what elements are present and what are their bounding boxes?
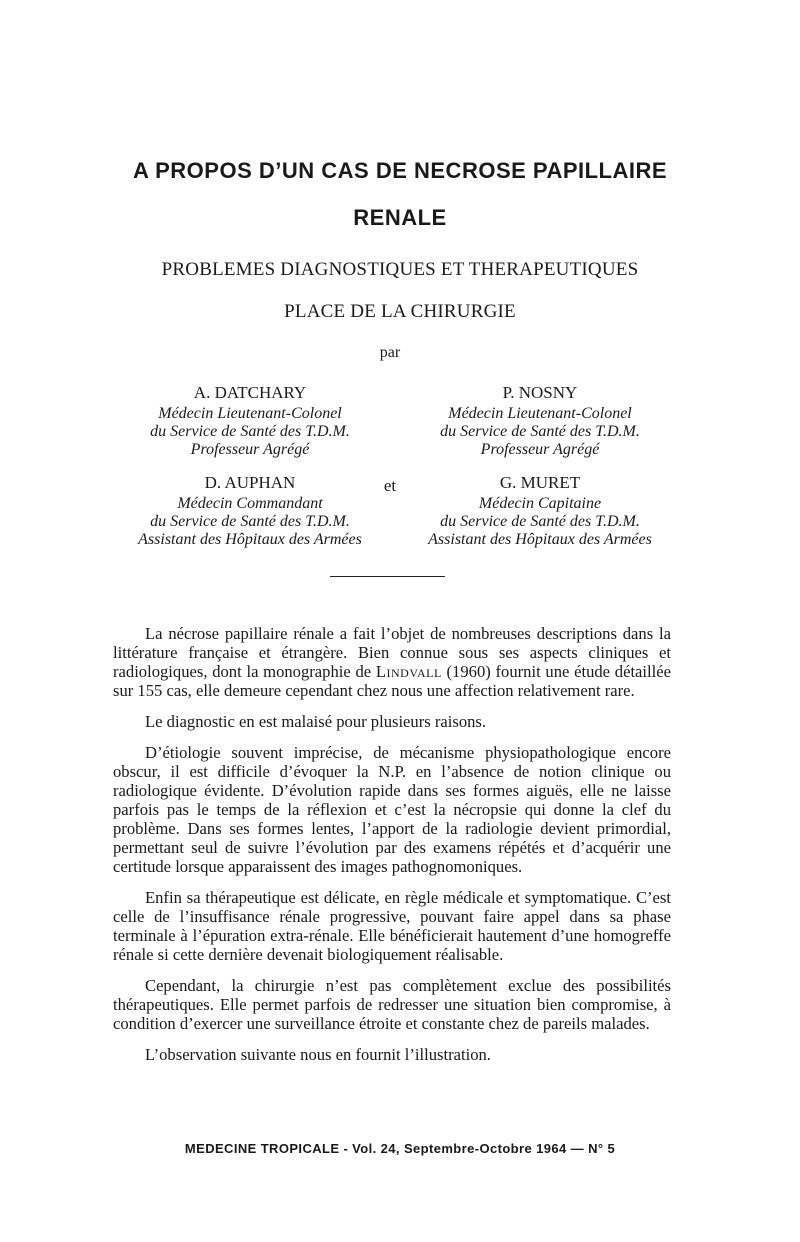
author-rank: Médecin Capitaine	[478, 495, 602, 512]
author-block-muret	[390, 474, 690, 549]
author-title: Professeur Agrégé	[190, 441, 310, 458]
article-title-line-1: A PROPOS D’UN CAS DE NECROSE PAPILLAIRE	[132, 158, 668, 183]
author-conjunction: et	[383, 476, 397, 495]
article-title-line-2: RENALE	[353, 205, 447, 230]
paragraph-text: (1960) fournit une étude détaillée sur 155 cas, elle demeure cependant chez nous une affection relativement rare.	[113, 662, 671, 700]
article-body	[113, 624, 671, 1076]
author-name: P. NOSNY	[502, 383, 578, 402]
article-subtitle-line-2: PLACE DE LA CHIRURGIE	[284, 301, 516, 322]
body-paragraph-1	[113, 624, 671, 700]
author-rank: Médecin Lieutenant-Colonel	[448, 405, 632, 422]
paragraph-text: La nécrose papillaire rénale a fait l’objet de nombreuses descriptions dans la littérature française et étrangère. Bien connue sous ses aspects cliniques et radiologiques, dont la monographie de	[113, 624, 671, 681]
body-paragraph-2: Le diagnostic en est malaisé pour plusieurs raisons.	[145, 712, 487, 731]
author-rank: Médecin Lieutenant-Colonel	[158, 405, 342, 422]
author-title: Assistant des Hôpitaux des Armées	[428, 531, 652, 548]
author-service: du Service de Santé des T.D.M.	[440, 513, 640, 530]
author-block-datchary	[100, 384, 400, 459]
author-service: du Service de Santé des T.D.M.	[150, 513, 350, 530]
author-block-auphan	[100, 474, 400, 549]
author-service: du Service de Santé des T.D.M.	[440, 423, 640, 440]
article-subtitle-line-1: PROBLEMES DIAGNOSTIQUES ET THERAPEUTIQUES	[161, 259, 639, 280]
body-paragraph-3: D’étiologie souvent imprécise, de mécanisme physiopathologique encore obscur, il est difficile d’évoquer la N.P. en l’absence de notion clinique ou radiologique évidente. D’évolution rapide dans ses formes aiguës, elle ne laisse parfois pas le temps de la réflexion et c’est la nécropsie qui donne la clef du problème. Dans ses formes lentes, l’apport de la radiologie devient primordial, permettant seul de suivre l’évolution par des examens répétés et d’acquérir une certitude lorsque apparaissent des images pathognomoniques.	[113, 743, 671, 876]
body-paragraph-4: Enfin sa thérapeutique est délicate, en règle médicale et symptomatique. C’est celle de l’insuffisance rénale progressive, pouvant faire appel dans sa phase terminale à l’épuration extra-rénale. Elle bénéficierait hautement d’une homogreffe rénale si cette dernière devenait biologiquement réalisable.	[113, 888, 671, 964]
cited-author: Lindvall	[375, 662, 442, 681]
section-divider	[330, 576, 445, 577]
author-title: Professeur Agrégé	[480, 441, 600, 458]
byline-par: par	[379, 344, 401, 361]
author-rank: Médecin Commandant	[177, 495, 323, 512]
author-title: Assistant des Hôpitaux des Armées	[138, 531, 362, 548]
author-name: G. MURET	[499, 473, 581, 492]
author-block-nosny	[390, 384, 690, 459]
author-service: du Service de Santé des T.D.M.	[150, 423, 350, 440]
body-paragraph-5: Cependant, la chirurgie n’est pas complètement exclue des possibilités thérapeutiques. Elle permet parfois de redresser une situation bien compromise, à condition d’exercer une surveillance étroite et constante chez de pareils malades.	[113, 976, 671, 1033]
body-paragraph-6: L’observation suivante nous en fournit l’illustration.	[145, 1045, 491, 1064]
journal-footer: MEDECINE TROPICALE - Vol. 24, Septembre-Octobre 1964 — N° 5	[184, 1141, 616, 1156]
author-name: D. AUPHAN	[204, 473, 296, 492]
author-name: A. DATCHARY	[193, 383, 307, 402]
